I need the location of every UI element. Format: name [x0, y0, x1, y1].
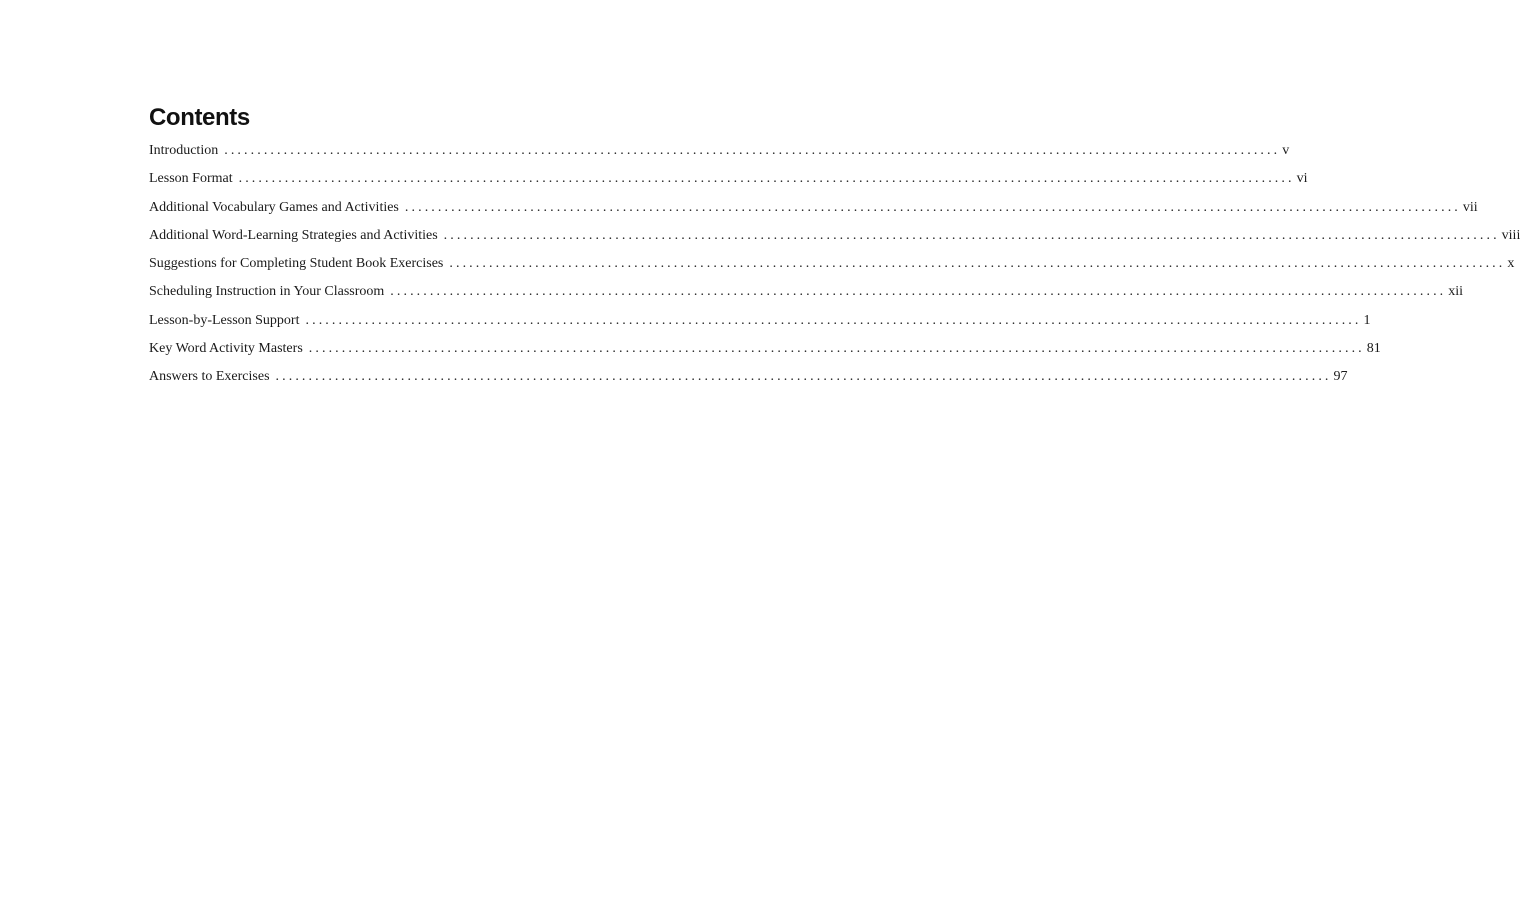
dot-leader: ................................................................................................................................................................ [443, 227, 1500, 243]
toc-entry [149, 278, 1464, 306]
dot-leader: ................................................................................................................................................................ [238, 171, 1295, 187]
toc-entry [149, 194, 1478, 222]
toc-entry [149, 137, 1290, 165]
toc-entry-page: viii [1501, 227, 1520, 243]
toc-entry-page: vii [1462, 199, 1478, 215]
toc-entry-title: Key Word Activity Masters [149, 341, 303, 357]
toc-entry [149, 165, 1308, 193]
toc-entry [149, 250, 1515, 278]
dot-leader: ................................................................................................................................................................ [224, 143, 1281, 158]
toc-entry-title: Lesson-by-Lesson Support [149, 312, 300, 328]
dot-leader: ................................................................................................................................................................ [275, 369, 1332, 385]
toc-entry-title: Lesson Format [149, 171, 233, 187]
toc-entry-page: v [1282, 143, 1290, 158]
table-of-contents [149, 137, 1520, 392]
toc-entry [149, 307, 1371, 335]
dot-leader: ................................................................................................................................................................ [390, 284, 1447, 300]
toc-entry [149, 363, 1348, 391]
toc-entry-page: x [1507, 256, 1515, 272]
toc-entry-page: vi [1296, 171, 1308, 187]
toc-entry-page: 1 [1363, 312, 1371, 328]
toc-entry-title: Suggestions for Completing Student Book Exercises [149, 256, 444, 272]
toc-entry-title: Introduction [149, 143, 219, 158]
toc-entry-title: Additional Vocabulary Games and Activities [149, 199, 399, 215]
toc-entry-title: Additional Word-Learning Strategies and Activities [149, 227, 438, 243]
dot-leader: ................................................................................................................................................................ [404, 199, 1461, 215]
toc-entry [149, 335, 1381, 363]
dot-leader: ................................................................................................................................................................ [449, 256, 1506, 272]
dot-leader: ................................................................................................................................................................ [305, 312, 1362, 328]
page-title: Contents [149, 104, 250, 131]
dot-leader: ................................................................................................................................................................ [308, 341, 1365, 357]
toc-entry-title: Answers to Exercises [149, 369, 270, 385]
toc-entry [149, 222, 1520, 250]
toc-entry-title: Scheduling Instruction in Your Classroom [149, 284, 385, 300]
toc-entry-page: xii [1448, 284, 1464, 300]
toc-entry-page: 81 [1366, 341, 1381, 357]
toc-entry-page: 97 [1333, 369, 1348, 385]
